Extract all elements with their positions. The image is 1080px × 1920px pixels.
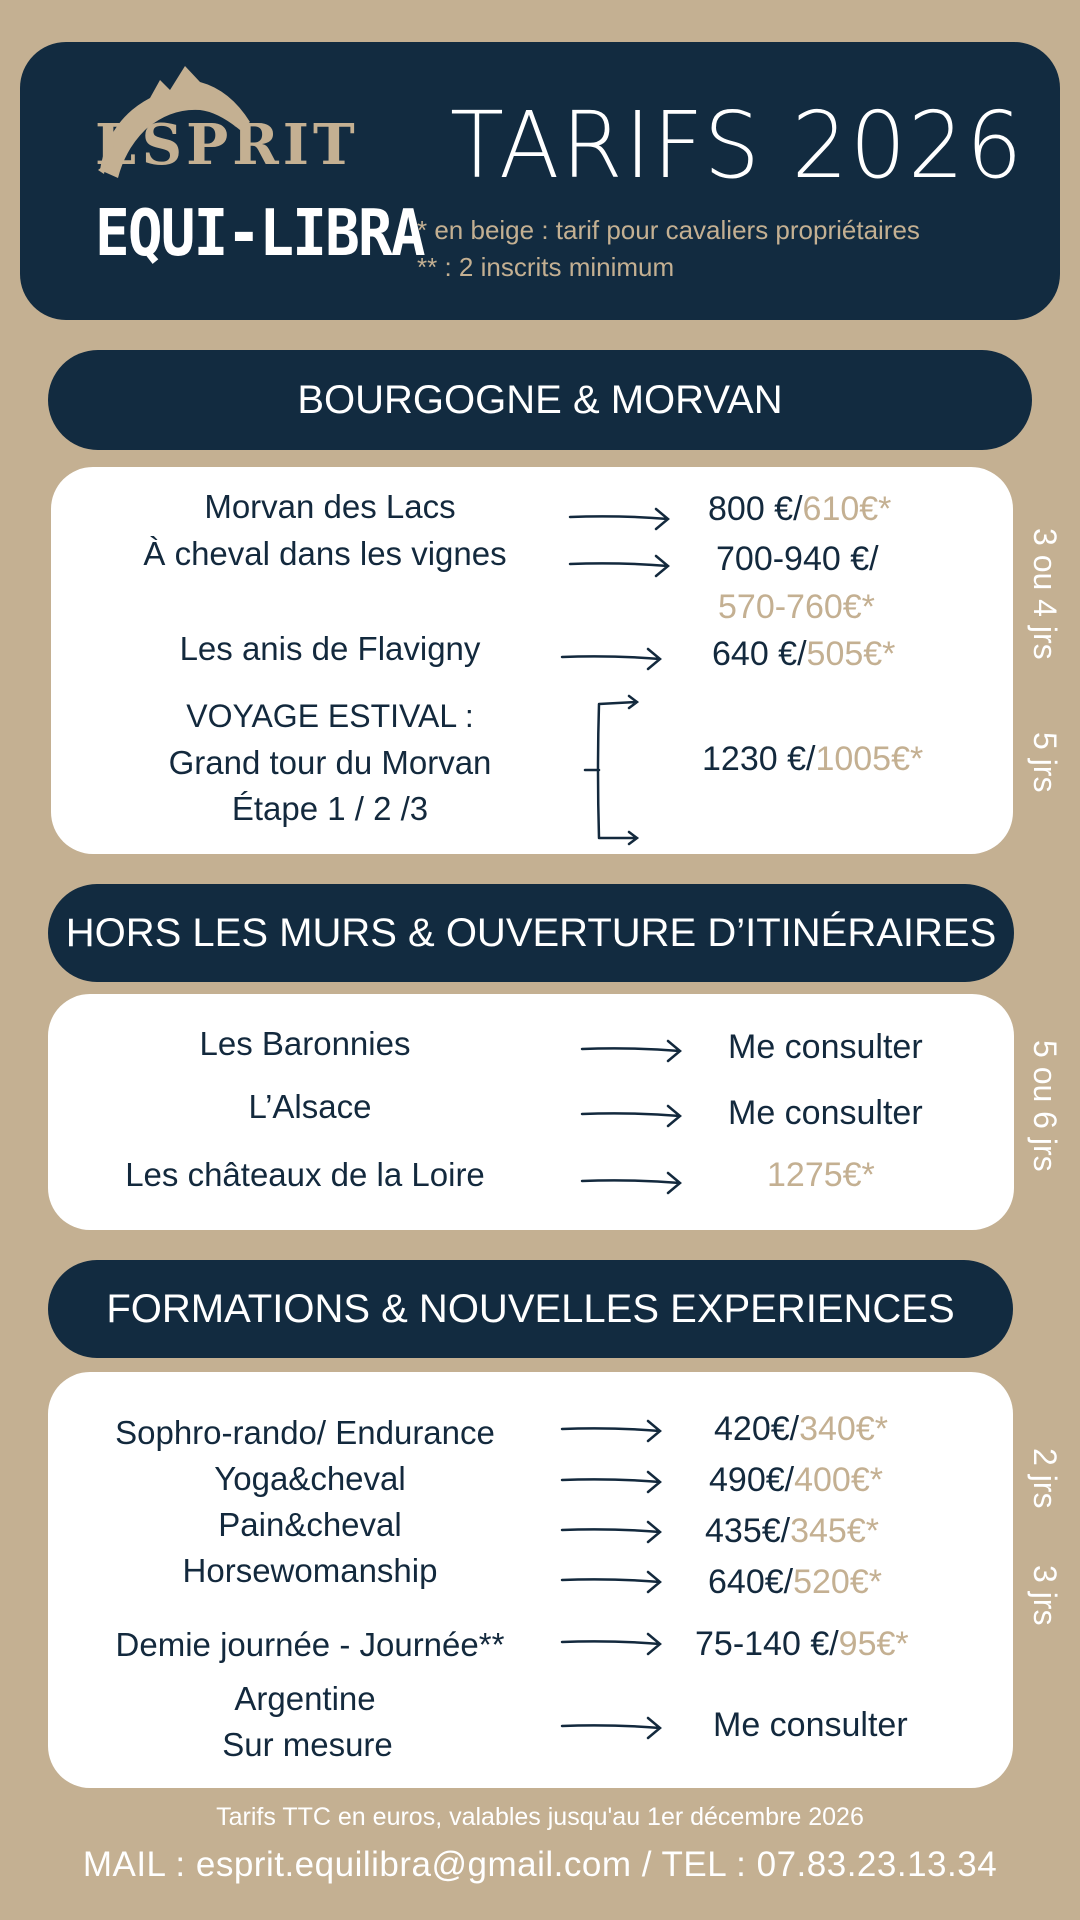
item-price: Me consulter [713,1706,908,1744]
item-name: Les châteaux de la Loire [125,1156,485,1193]
arrow-icon [560,1568,665,1598]
arrow-icon [560,1714,665,1744]
arrow-icon [560,1417,665,1447]
item-name: Pain&cheval [218,1506,402,1543]
item-price: Me consulter [728,1094,923,1132]
footer-note: Tarifs TTC en euros, valables jusqu'au 1er décembre 2026 [216,1803,864,1831]
item-price: 435€/345€* [705,1512,879,1550]
header-banner [20,42,1060,320]
item-name: Yoga&cheval [214,1460,406,1497]
item-price: Me consulter [728,1028,923,1066]
arrow-icon [560,1630,665,1660]
item-name: Sophro-rando/ Endurance [115,1414,495,1451]
section-header-bourgogne [48,350,1032,450]
footer-contact: MAIL : esprit.equilibra@gmail.com / TEL : 07.83.23.13.34 [82,1845,998,1884]
item-name: Les Baronnies [199,1025,411,1062]
item-name: À cheval dans les vignes [143,535,507,572]
item-price: 800 €/610€* [708,490,892,528]
duration-label: 5 ou 6 jrs [1027,1040,1063,1172]
section-title: BOURGOGNE & MORVAN [297,377,783,422]
arrow-icon [560,1468,665,1498]
logo-text-top: ESPRIT [95,112,359,178]
page-title: TARIFS 2026 [450,92,1025,199]
duration-label: 2 jrs [1027,1448,1063,1509]
duration-label: 3 ou 4 jrs [1027,528,1063,660]
duration-label: 3 jrs [1027,1565,1063,1626]
item-name: Argentine [234,1680,376,1717]
arrow-icon [580,1169,685,1199]
bracket-icon [583,700,643,845]
item-name: Sur mesure [222,1726,393,1763]
arrow-icon [560,1518,665,1548]
arrow-icon [580,1037,685,1067]
section-header-formations [48,1260,1013,1358]
duration-label: 5 jrs [1027,732,1063,793]
section-title: FORMATIONS & NOUVELLES EXPERIENCES [106,1286,955,1331]
item-name: Demie journée - Journée** [115,1626,505,1663]
arrow-icon [568,505,673,535]
arrow-icon [580,1102,685,1132]
item-owner-price: 1275€* [767,1156,875,1194]
item-name: Étape 1 / 2 /3 [231,790,429,827]
section-title: HORS LES MURS & OUVERTURE D’ITINÉRAIRES [65,910,997,955]
item-name: L’Alsace [248,1088,372,1125]
logo-text-bottom: EQUI-LIBRA [95,197,424,271]
section-header-hors [48,884,1014,982]
item-price: 1230 €/1005€* [702,740,924,778]
item-name: Horsewomanship [182,1552,438,1589]
legend-minimum: ** : 2 inscrits minimum [417,252,675,282]
item-price: 640€/520€* [708,1563,882,1601]
item-name: VOYAGE ESTIVAL : [186,698,474,734]
item-price: 640 €/505€* [712,635,896,673]
item-price: 490€/400€* [709,1461,883,1499]
item-name: Grand tour du Morvan [168,744,492,781]
item-name: Morvan des Lacs [204,488,456,525]
item-owner-price: 570-760€* [718,588,875,626]
item-price: 700-940 €/ [716,540,879,578]
arrow-icon [560,645,665,675]
item-price: 420€/340€* [714,1410,888,1448]
item-price: 75-140 €/95€* [695,1625,909,1663]
item-name: Les anis de Flavigny [179,630,481,667]
legend-owner-price: * en beige : tarif pour cavaliers propriétaires [417,215,920,245]
arrow-icon [568,552,673,582]
